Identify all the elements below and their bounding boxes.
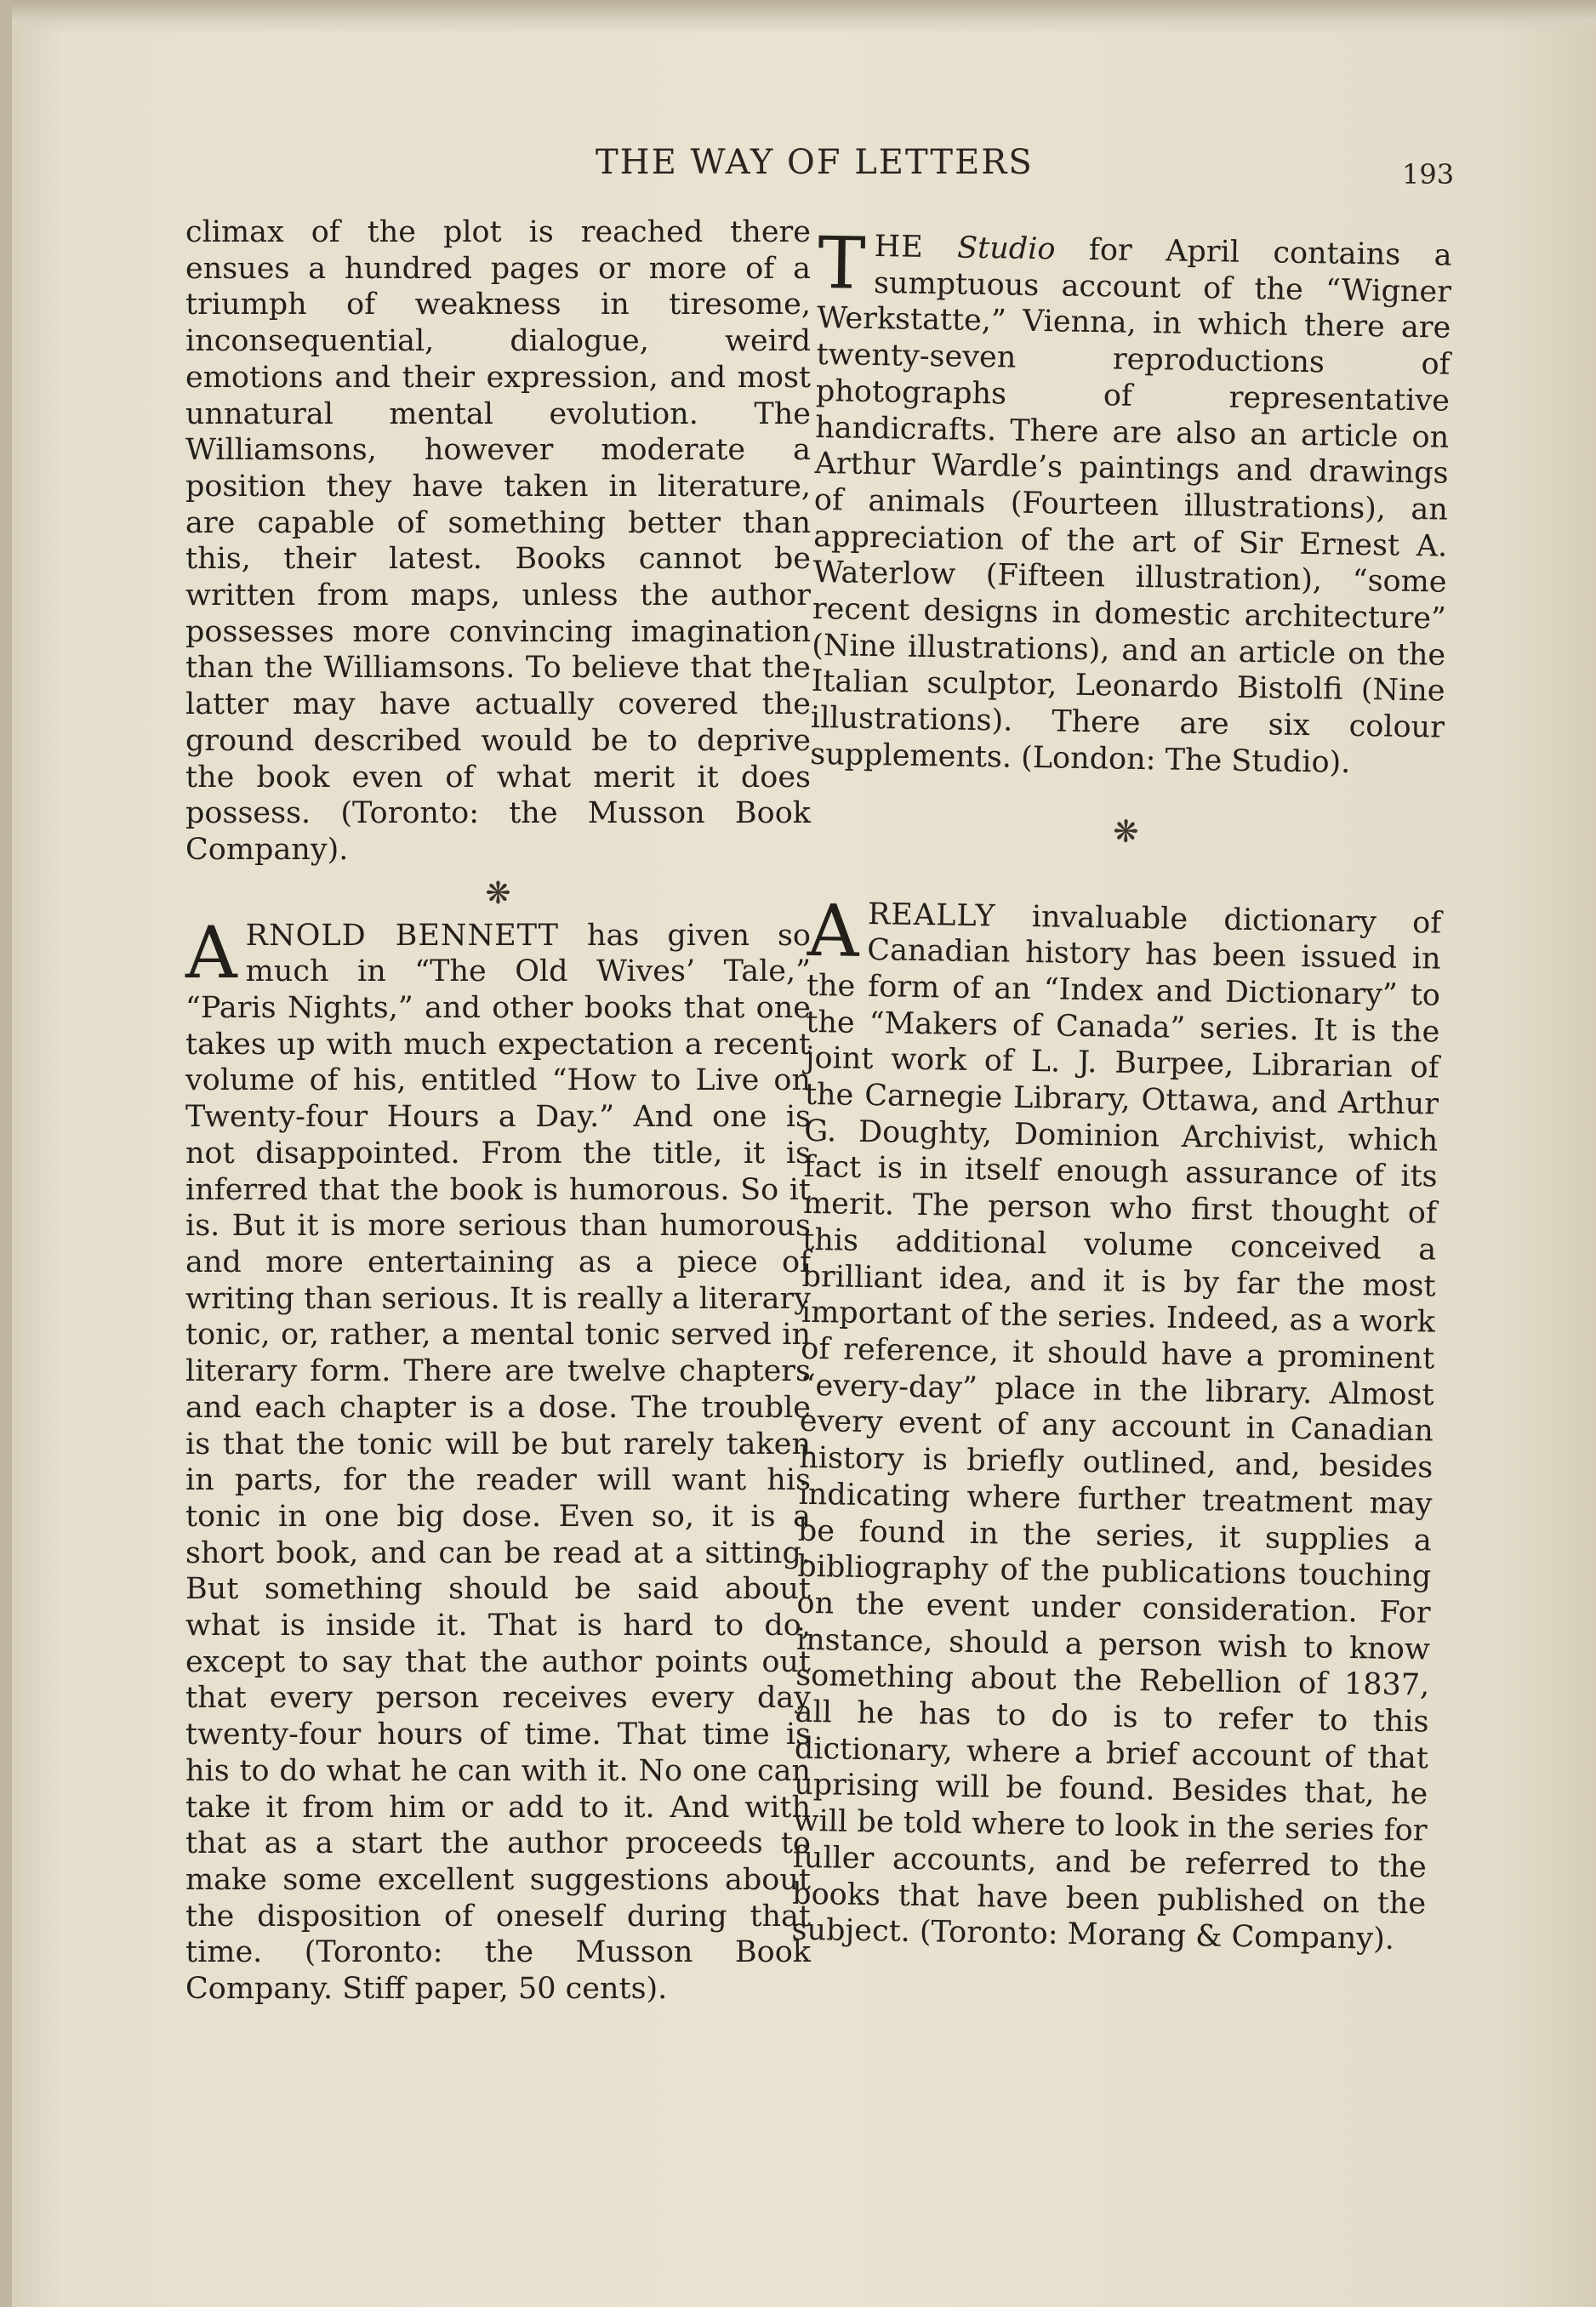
left-column bbox=[185, 214, 811, 2008]
review-studio-text: for April contains a sumptuous account of the “Wigner Werkstatte,” Vienna, in which there are twenty-seven reproductions of photographs of representative handicrafts. There are also an article on Arthur Wardle’s paintings and drawings of animals (Fourteen illustrations), an appreciation of the art of Sir Ernest A. Waterlow (Fifteen illustration), “some recent designs in domestic architecture” (Nine illustrations), and an article on the Italian sculptor, Leonardo Bistolfi (Nine illustrations). There are six colour supplements. (London: The Studio). bbox=[809, 232, 1452, 780]
review-bennett-text: has given so much in “The Old Wives’ Tale,” “Paris Nights,” and other books that one takes up with much expectation a recent volume of his, entitled “How to Live on Twenty-four Hours a Day.” And one is not disappointed. From the title, it is inferred that the book is humorous. So it is. But it is more serious than humorous and more entertaining as a piece of writing than serious. It is really a literary tonic, or, rather, a mental tonic served in literary form. There are twelve chapters and each chapter is a dose. The trouble is that the tonic will be but rarely taken in parts, for the reader will want his tonic in one big dose. Even so, it is a short book, and can be read at a sitting. But something should be said about what is inside it. That is hard to do, except to say that the author points out that every person receives every day twenty-four hours of time. That time is his to do what he can with it. No one can take it from him or add to it. And with that as a start the author proceeds to make some excellent suggestions about the disposition of oneself during that time. (Toronto: the Musson Book Company. Stiff paper, 50 cents). bbox=[185, 918, 812, 2007]
magazine-title: Studio bbox=[956, 231, 1056, 267]
section-ornament: ❋ bbox=[485, 875, 511, 911]
binding-edge bbox=[0, 0, 12, 2307]
lead-in: RNOLD BENNETT bbox=[245, 918, 560, 953]
running-head: THE WAY OF LETTERS bbox=[596, 143, 1034, 182]
review-williamsons-text: climax of the plot is reached there ensues a hundred pages or more of a triumph of weakness in tiresome, inconsequential, dialogue, weird emotions and their expression, and most unnatural mental evolution. The Williamsons, however moderate a position they have taken in literature, are capable of something better than this, their latest. Books cannot be written from maps, unless the author possesses more convincing imagination than the Williamsons. To believe that the latter may have actually covered the ground described would be to deprive the book even of what merit it does possess. (Toronto: the Musson Book Company). bbox=[185, 215, 811, 867]
right-column bbox=[791, 221, 1452, 1958]
section-ornament: ❋ bbox=[1112, 814, 1139, 850]
drop-cap: A bbox=[807, 888, 860, 973]
drop-cap: A bbox=[185, 910, 237, 994]
review-dictionary bbox=[791, 888, 1442, 1958]
review-bennett bbox=[185, 910, 812, 2008]
review-studio bbox=[809, 221, 1452, 783]
lead-in: REALLY bbox=[867, 897, 996, 933]
drop-cap: T bbox=[817, 221, 867, 305]
lead-in: HE bbox=[874, 230, 925, 265]
page-top-edge bbox=[0, 0, 1596, 34]
page-number: 193 bbox=[1402, 158, 1455, 191]
review-dictionary-text: invaluable dictionary of Canadian history has been issued in the form of an “Index and Dictionary” to the “Makers of Canada” series. It is the joint work of L. J. Burpee, Librarian of the Carnegie Library, Ottawa, and Arthur G. Doughty, Dominion Archivist, which fact is in itself enough assurance of its merit. The person who first thought of this additional volume conceived a brilliant idea, and it is by far the most important of the series. Indeed, as a work of reference, it should have a prominent “every-day” place in the library. Almost every event of any account in Canadian history is briefly outlined, and, besides indicating where further treatment may be found in the series, it supplies a bibliography of the publications touching on the event under consideration. For instance, should a person wish to know something about the Rebellion of 1837, all he has to do is to refer to this dictionary, where a brief account of that uprising will be found. Besides that, he will be told where to look in the series for fuller accounts, and be referred to the books that have been published on the subject. (Toronto: Morang & Company). bbox=[791, 898, 1442, 1957]
page-header bbox=[0, 143, 1596, 194]
